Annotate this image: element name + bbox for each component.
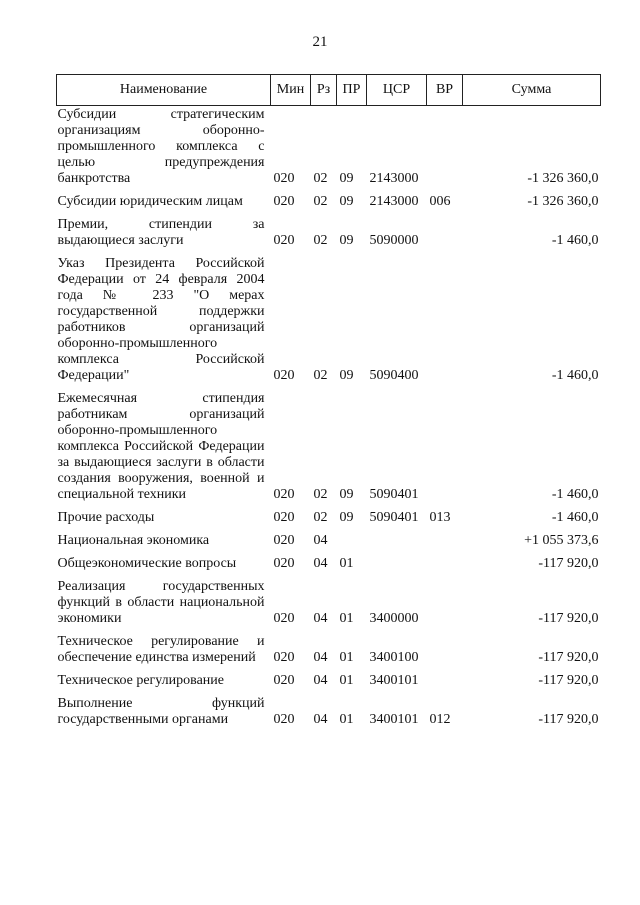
header-rz: Рз [311,75,337,106]
row-min: 020 [273,611,295,626]
row-rz: 04 [313,712,328,727]
row-pr: 09 [339,487,354,502]
row-sum: -117 920,0 [538,611,599,626]
row-rz: 02 [313,510,328,525]
table-row [57,526,601,549]
row-name: Ежемесячная стипендия работникам организаций оборонно-промышленного комплекса Российской Федерации за выдающиеся заслуги в области создания вооружения, военной и специальной техники [57,391,265,502]
row-rz: 04 [313,611,328,626]
row-sum: -117 920,0 [538,650,599,665]
row-vr [427,572,463,627]
page-number: 21 [312,34,328,50]
row-vr [427,210,463,249]
row-rz: 02 [313,171,328,186]
budget-table [56,74,601,728]
row-rz: 04 [313,650,328,665]
row-csr [367,549,427,572]
table-row [57,572,601,627]
row-name: Субсидии юридическим лицам [57,194,243,209]
header-name: Наименование [57,75,271,106]
row-csr: 3400101 [369,712,419,727]
row-rz: 04 [313,533,328,548]
row-min: 020 [273,712,295,727]
row-min: 020 [273,233,295,248]
row-rz: 04 [313,556,328,571]
row-min: 020 [273,510,295,525]
row-pr: 09 [339,233,354,248]
row-csr [367,526,427,549]
table-row [57,187,601,210]
row-rz: 02 [313,194,328,209]
row-name: Премии, стипендии за выдающиеся заслуги [57,217,265,248]
row-vr [427,549,463,572]
table-row [57,627,601,666]
row-pr: 01 [339,712,354,727]
row-pr: 09 [339,194,354,209]
table-row [57,503,601,526]
row-rz: 02 [313,487,328,502]
row-rz: 02 [313,368,328,383]
row-rz: 02 [313,233,328,248]
row-sum: -1 460,0 [551,368,599,383]
row-name: Общеэкономические вопросы [57,556,237,571]
row-pr: 09 [339,171,354,186]
row-pr: 09 [339,510,354,525]
row-vr [427,627,463,666]
row-csr: 5090401 [369,510,419,525]
row-sum: -1 460,0 [551,487,599,502]
row-csr: 5090401 [369,487,419,502]
row-pr: 01 [339,673,354,688]
row-vr: 012 [429,712,451,727]
row-csr: 3400100 [369,650,419,665]
row-vr: 006 [429,194,451,209]
row-vr [427,666,463,689]
row-csr: 2143000 [369,194,419,209]
row-sum: -1 326 360,0 [527,194,599,209]
row-name: Национальная экономика [57,533,210,548]
row-name: Реализация государственных функций в области национальной экономики [57,579,265,626]
row-csr: 3400101 [369,673,419,688]
table-row [57,106,601,188]
row-min: 020 [273,650,295,665]
row-name: Выполнение функций государственными органами [57,696,265,727]
row-pr [337,526,367,549]
row-rz: 04 [313,673,328,688]
header-min: Мин [271,75,311,106]
row-sum: -1 326 360,0 [527,171,599,186]
row-name: Техническое регулирование [57,673,224,688]
header-vr: ВР [427,75,463,106]
header-sum: Сумма [463,75,601,106]
table-row [57,689,601,728]
table-row [57,666,601,689]
row-name: Указ Президента Российской Федерации от 24 февраля 2004 года № 233 "О мерах государственной поддержки работников организаций оборонно-промышленного комплекса Российской Федерации" [57,256,265,383]
row-min: 020 [273,171,295,186]
row-min: 020 [273,194,295,209]
row-sum: -117 920,0 [538,556,599,571]
table-body [57,106,601,729]
table-row [57,549,601,572]
row-sum: +1 055 373,6 [524,533,599,548]
row-sum: -117 920,0 [538,673,599,688]
row-vr [427,106,463,188]
table-row [57,210,601,249]
row-pr: 01 [339,556,354,571]
row-vr: 013 [429,510,451,525]
row-vr [427,249,463,384]
header-pr: ПР [337,75,367,106]
row-csr: 5090400 [369,368,419,383]
row-sum: -1 460,0 [551,233,599,248]
row-name: Субсидии стратегическим организациям оборонно-промышленного комплекса с целью предупреждения банкротства [57,107,265,186]
table-header [57,75,601,106]
row-vr [427,526,463,549]
row-pr: 09 [339,368,354,383]
row-pr: 01 [339,650,354,665]
row-name: Прочие расходы [57,510,155,525]
row-name: Техническое регулирование и обеспечение единства измерений [57,634,265,665]
row-sum: -117 920,0 [538,712,599,727]
row-min: 020 [273,673,295,688]
table-row [57,384,601,503]
row-pr: 01 [339,611,354,626]
row-sum: -1 460,0 [551,510,599,525]
row-csr: 3400000 [369,611,419,626]
row-vr [427,384,463,503]
row-min: 020 [273,368,295,383]
row-min: 020 [273,533,295,548]
header-csr: ЦСР [367,75,427,106]
row-csr: 5090000 [369,233,419,248]
row-min: 020 [273,487,295,502]
row-csr: 2143000 [369,171,419,186]
table-row [57,249,601,384]
row-min: 020 [273,556,295,571]
